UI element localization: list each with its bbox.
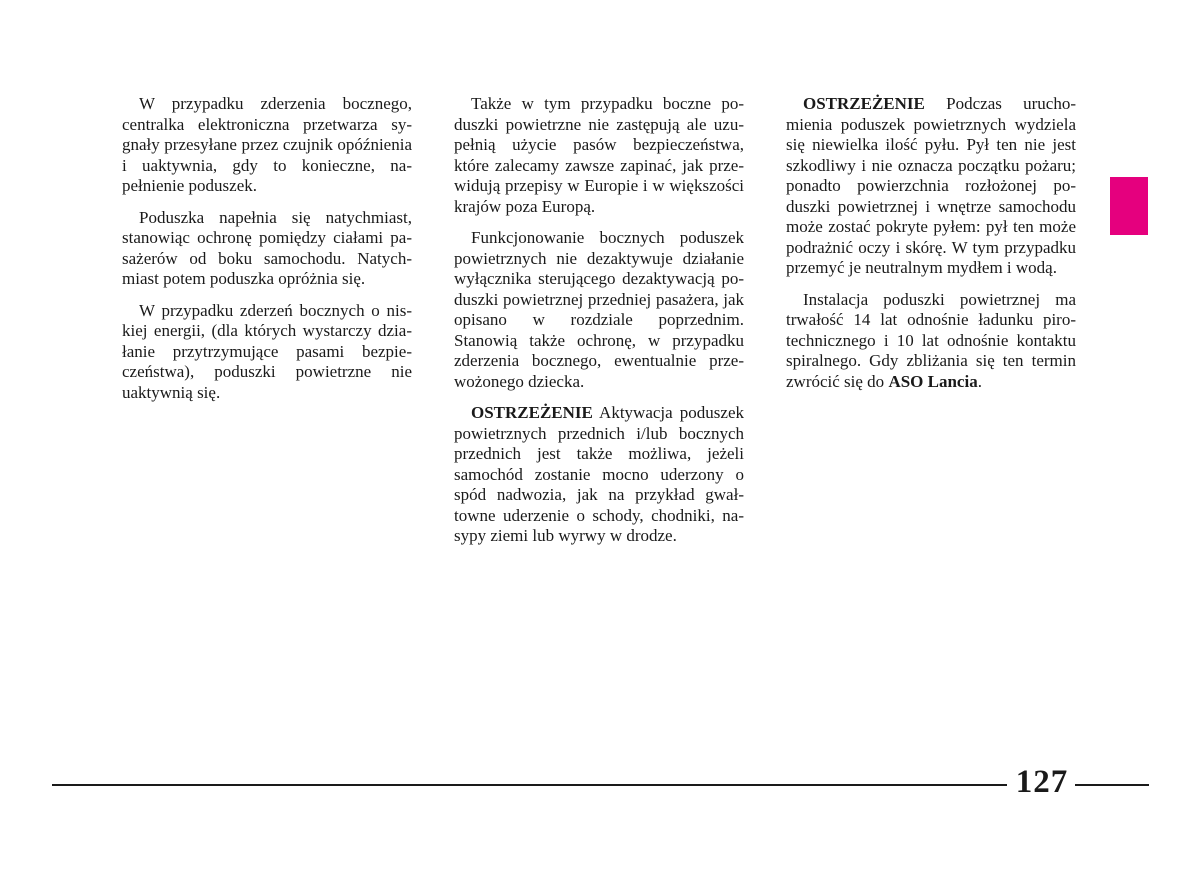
paragraph bbox=[122, 94, 412, 197]
page-number: 127 bbox=[1015, 764, 1069, 800]
warning-paragraph bbox=[786, 94, 1076, 279]
dealer-name: ASO Lancia bbox=[888, 371, 978, 391]
paragraph-text: Aktywacja poduszek powietrznych przednich i/lub bocznych przednich jest także możliwa, jeżeli samochód zostanie mocno uderzony o spód nadwozia, jak na przykład gwałtowne uderzenie o schody, chodniki, nasypy ziemi lub wyrwy w drodze. bbox=[454, 403, 744, 545]
section-tab-marker bbox=[1110, 177, 1148, 235]
text-column-1 bbox=[122, 94, 412, 414]
paragraph-text: W przypadku zderzeń bocznych o niskiej energii, (dla których wystarczy działanie przytrzymujące pasami bezpieczeństwa), poduszki powietrzne nie uaktywnią się. bbox=[122, 300, 412, 402]
paragraph-text: Poduszka napełnia się natychmiast, stanowiąc ochronę pomiędzy ciałami pasażerów od boku samochodu. Natychmiast potem poduszka opróżnia się. bbox=[122, 207, 412, 288]
text-column-2 bbox=[454, 94, 744, 558]
footer-rule-left bbox=[52, 784, 1007, 786]
paragraph bbox=[454, 94, 744, 217]
warning-paragraph bbox=[454, 403, 744, 547]
paragraph-text: Podczas uruchomienia poduszek powietrznych wydziela się niewielka ilość pyłu. Pył ten nie jest szkodliwy i nie oznacza początku pożaru; ponadto powierzchnia rozłożonej poduszki powietrznej i wnętrze samochodu może zostać pokryte pyłem: pył ten może podrażnić oczy i skórę. W tym przypadku przemyć je neutralnym mydłem i wodą. bbox=[786, 94, 1076, 277]
paragraph-text: Także w tym przypadku boczne poduszki powietrzne nie zastępują ale uzupełnią użycie pasów bezpieczeństwa, które zalecamy zawsze zapinać, jak przewidują przepisy w Europie i w większości krajów poza Europą. bbox=[454, 94, 744, 216]
paragraph bbox=[122, 301, 412, 404]
paragraph bbox=[786, 290, 1076, 393]
paragraph-end: . bbox=[977, 371, 982, 391]
footer-rule-right bbox=[1075, 784, 1149, 786]
paragraph-text: Instalacja poduszki powietrznej ma trwałość 14 lat odnośnie ładunku pirotechnicznego i 10 lat odnośnie kontaktu spiralnego. Gdy zbliżania się ten termin zwrócić się do bbox=[786, 289, 1076, 391]
paragraph-text: W przypadku zderzenia bocznego, centralka elektroniczna przetwarza sygnały przesyłane przez czujnik opóźnienia i uaktywnia, gdy to konieczne, napełnienie poduszek. bbox=[122, 94, 412, 195]
paragraph bbox=[454, 228, 744, 392]
text-column-3 bbox=[786, 94, 1076, 403]
warning-label: OSTRZEŻENIE bbox=[471, 403, 593, 422]
warning-label: OSTRZEŻENIE bbox=[803, 94, 925, 113]
paragraph bbox=[122, 208, 412, 290]
paragraph-text: Funkcjonowanie bocznych poduszek powietrznych nie dezaktywuje działanie wyłącznika sterującego dezaktywacją poduszki powietrznej przedniej pasażera, jak opisano w rozdziale poprzednim. Stanowią także ochronę, w przypadku zderzenia bocznego, ewentualnie przewożonego dziecka. bbox=[454, 228, 744, 391]
